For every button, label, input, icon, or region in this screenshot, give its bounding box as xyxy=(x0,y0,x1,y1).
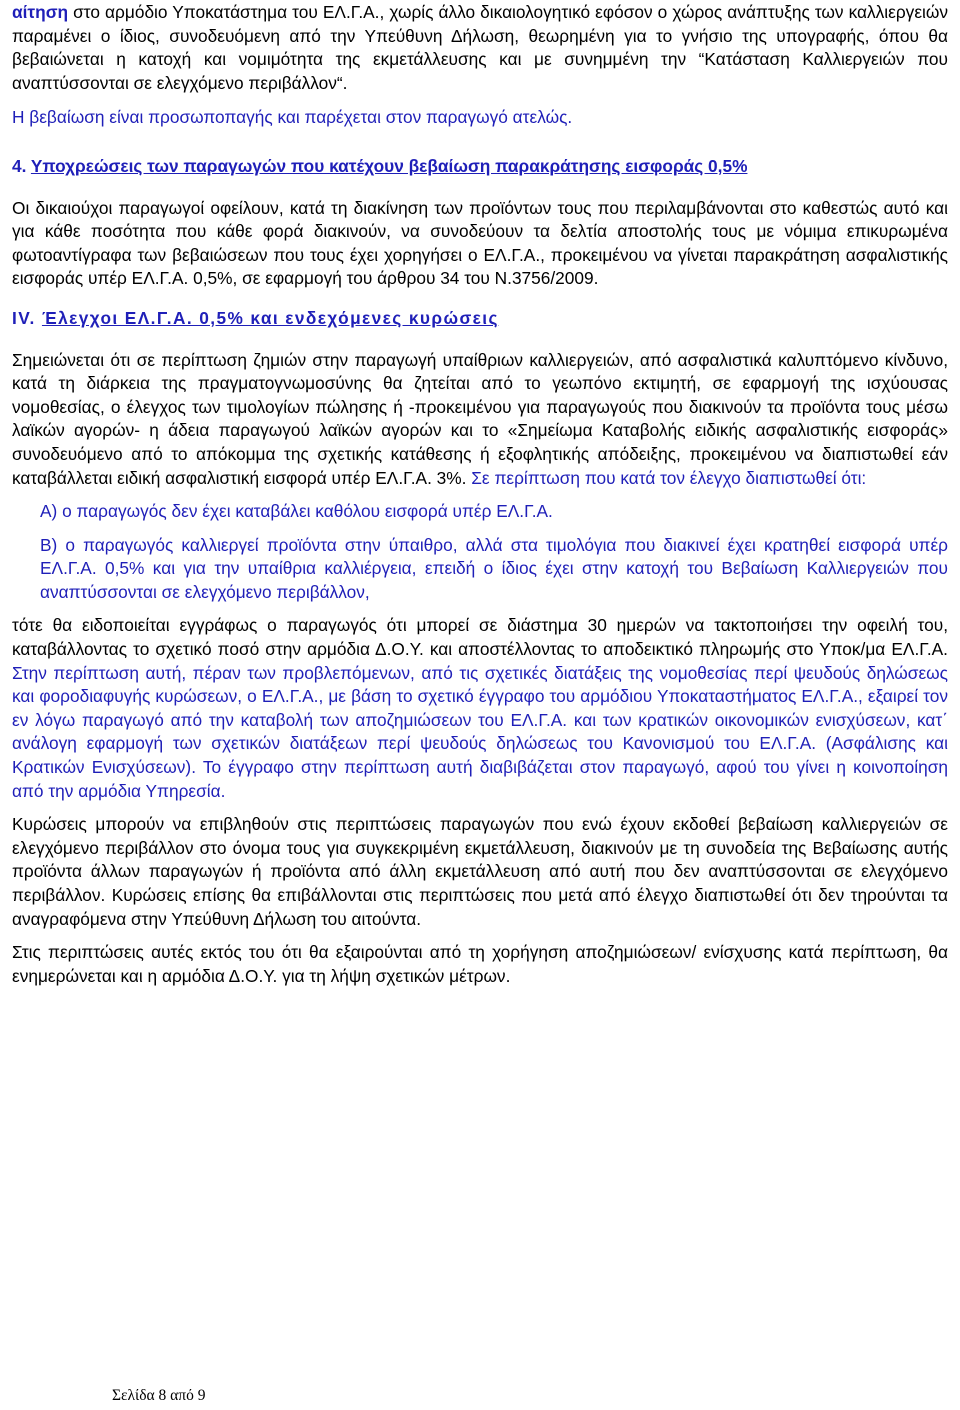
section-4-title: Υποχρεώσεις των παραγωγών που κατέχουν βεβαίωση παρακράτησης εισφοράς 0,5% xyxy=(30,155,748,176)
section-iv-title: Έλεγχοι ΕΛ.Γ.Α. 0,5% και ενδεχόμενες κυρώσεις xyxy=(41,307,499,328)
page-number: Σελίδα 8 από 9 xyxy=(112,1387,206,1404)
intro-bold-word: αίτηση xyxy=(12,2,69,22)
section-iv-number: IV. xyxy=(12,307,42,328)
intro-paragraph xyxy=(12,1,948,95)
certificate-note: Η βεβαίωση είναι προσωποπαγής και παρέχεται στον παραγωγό ατελώς. xyxy=(12,107,573,128)
section-4-number: 4. xyxy=(12,155,31,176)
section-iv-paragraph-2-sanctions: Στην περίπτωση αυτή, πέραν των προβλεπόμενων, από τις σχετικές διατάξεις της νομοθεσίας περί ψευδούς δηλώσεως και φοροδιαφυγής κυρώσεων, ο ΕΛ.Γ.Α., με βάση το σχετικό έγγραφο του αρμόδιου Υποκαταστήματος ΕΛ.Γ.Α., εξαιρεί τον εν λόγω παραγωγό από την καταβολή των αποζημιώσεων του ΕΛ.Γ.Α. και των κρατικών οικονομικών ενισχύσεων, κατ΄ ανάλογη εφαρμογή των σχετικών διατάξεων περί ψευδούς δηλώσεως του Κανονισμού του ΕΛ.Γ.Α. (Ασφάλισης και Κρατικών Ενισχύσεων). Το έγγραφο στην περίπτωση αυτή διαβιβάζεται στον παραγωγό, αφού του γίνει η κοινοποίηση από την αρμόδια Υπηρεσία. xyxy=(12,662,948,801)
case-b-item: Β) ο παραγωγός καλλιεργεί προϊόντα στην ύπαιθρο, αλλά στα τιμολόγια που διακινεί έχει κρατηθεί εισφορά υπέρ ΕΛ.Γ.Α. 0,5% και για την υπαίθρια καλλιέργεια, επειδή ο ίδιος έχει στην κατοχή του Βεβαίωση Καλλιεργειών που αναπτύσσονται σε ελεγχόμενο περιβάλλον, xyxy=(40,534,948,602)
section-iv-heading xyxy=(12,307,948,331)
section-4-body: Οι δικαιούχοι παραγωγοί οφείλουν, κατά τη διακίνηση των προϊόντων τους που περιλαμβάνονται στο καθεστώς αυτό και για κάθε ποσότητα που κάθε φορά διακινούν, να συνοδεύουν τα δελτία αποστολής τους με νόμιμα επικυρωμένα φωτοαντίγραφα των βεβαιώσεων που τους έχει χορηγήσει ο ΕΛ.Γ.Α., προκειμένου να γίνεται παρακράτηση ασφαλιστικής εισφοράς υπέρ ΕΛ.Γ.Α. 0,5%, σε εφαρμογή του άρθρου 34 του Ν.3756/2009. xyxy=(12,197,948,289)
case-a-item: Α) ο παραγωγός δεν έχει καταβάλει καθόλου εισφορά υπέρ ΕΛ.Γ.Α. xyxy=(40,501,553,522)
intro-text: στο αρμόδιο Υποκατάστημα του ΕΛ.Γ.Α., χωρίς άλλο δικαιολογητικό εφόσον ο χώρος ανάπτυξης των καλλιεργειών παραμένει ο ίδιος, συνοδευόμενη από την Υπεύθυνη Δήλωση, θεωρημένη για το γνήσιο της υπογραφής, όπου θα βεβαιώνεται η κατοχή και νομιμότητα της εκμετάλλευσης και με συνημμένη την “Κατάσταση Καλλιεργειών που αναπτύσσονται σε ελεγχόμενο περιβάλλον“. xyxy=(12,2,948,93)
section-iv-paragraph-1-text: Σημειώνεται ότι σε περίπτωση ζημιών στην παραγωγή υπαίθριων καλλιεργειών, από ασφαλιστικά καλυπτόμενο κίνδυνο, κατά τη διάρκεια της πραγματογνωμοσύνης θα ζητείται από το γεωπόνο εκτιμητή, σε εφαρμογή της ισχύουσας νομοθεσίας, ο έλεγχος των τιμολογίων πώλησης ή -προκειμένου για παραγωγούς που διακινούν τα προϊόντα τους μέσω λαϊκών αγορών- η άδεια παραγωγού λαϊκών αγορών και το «Σημείωμα Καταβολής ειδικής ασφαλιστικής εισφοράς» συνοδευόμενο από το απόκομμα της σχετικής κατάθεσης ή εξοφλητικής απόδειξης, προκειμένου να διαπιστωθεί εάν καταβάλλεται ειδική ασφαλιστική εισφορά υπέρ ΕΛ.Γ.Α. 3%. xyxy=(12,349,948,488)
section-iv-paragraph-2-text: τότε θα ειδοποιείται εγγράφως ο παραγωγός ότι μπορεί σε διάστημα 30 ημερών να τακτοποιήσει την οφειλή του, καταβάλλοντας το σχετικό ποσό στην αρμόδια Δ.Ο.Υ. και αποστέλλοντας το αποδεικτικό πληρωμής στο Υποκ/μα ΕΛ.Γ.Α. xyxy=(12,615,948,660)
document-page xyxy=(12,0,948,988)
section-iv-paragraph-1-condition: Σε περίπτωση που κατά τον έλεγχο διαπιστωθεί ότι: xyxy=(466,467,867,488)
section-iv-paragraph-1 xyxy=(12,349,948,491)
section-4-heading xyxy=(12,155,948,179)
section-iv-paragraph-4: Στις περιπτώσεις αυτές εκτός του ότι θα εξαιρούνται από τη χορήγηση αποζημιώσεων/ ενίσχυσης κατά περίπτωση, θα ενημερώνεται και η αρμόδια Δ.Ο.Υ. για τη λήψη σχετικών μέτρων. xyxy=(12,942,948,986)
section-iv-paragraph-2 xyxy=(12,614,948,803)
section-iv-paragraph-3: Κυρώσεις μπορούν να επιβληθούν στις περιπτώσεις παραγωγών που ενώ έχουν εκδοθεί βεβαίωση καλλιεργειών σε ελεγχόμενο περιβάλλον στο όνομα τους για συγκεκριμένη εκμετάλλευση, διακινούν με τη συνοδεία της Βεβαίωσης αυτής προϊόντα άλλων παραγωγών ή προϊόντα από άλλη εκμετάλλευση από αυτή που δεν αναπτύσσονται σε ελεγχόμενο περιβάλλον. Κυρώσεις επίσης θα επιβάλλονται στις περιπτώσεις που μετά από έλεγχο διαπιστωθεί ότι δεν τηρούνται τα αναγραφόμενα στην Υπεύθυνη Δήλωση του αιτούντα. xyxy=(12,814,948,929)
